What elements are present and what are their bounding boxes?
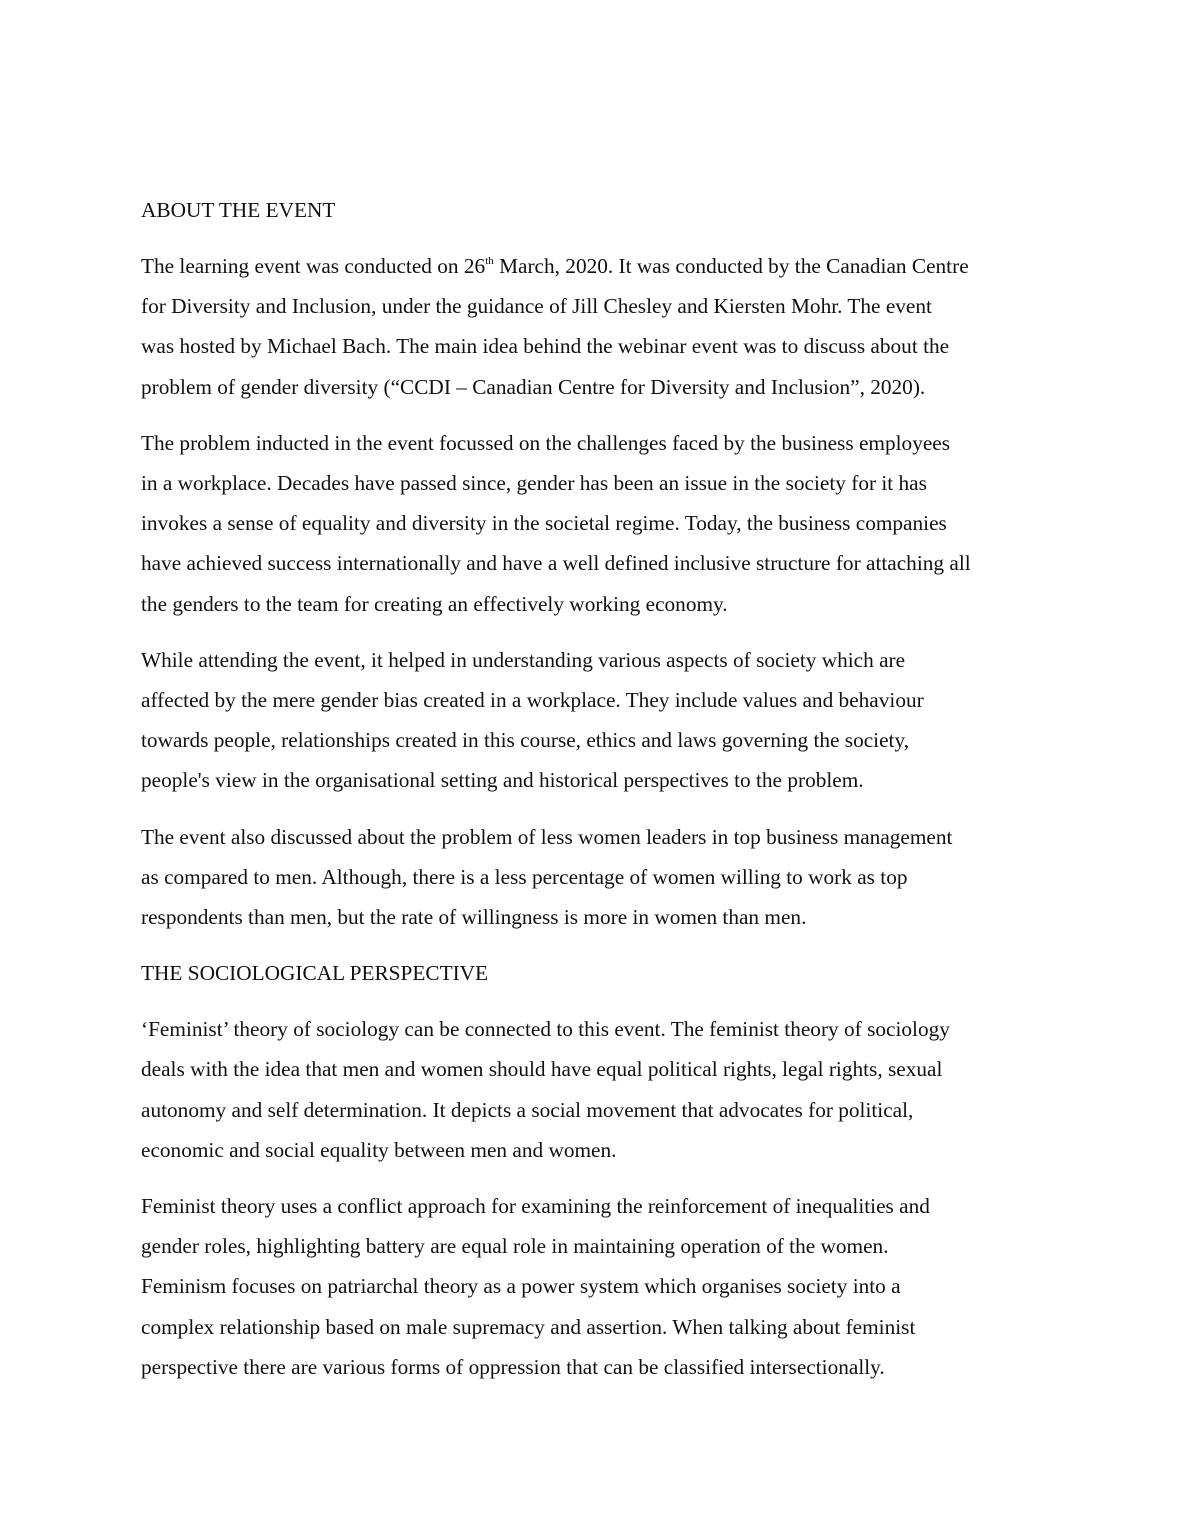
text-line: economic and social equality between men and women.	[141, 1137, 617, 1162]
document-body	[141, 190, 1056, 1403]
paragraph-event-aspects	[141, 640, 1056, 801]
text-line: as compared to men. Although, there is a less percentage of women willing to work as top	[141, 864, 908, 889]
paragraph-feminist-theory	[141, 1009, 1056, 1170]
text-line: have achieved success internationally and have a well defined inclusive structure for attaching all	[141, 551, 971, 576]
section-heading-about-event: ABOUT THE EVENT	[141, 198, 336, 222]
text-line: respondents than men, but the rate of willingness is more in women than men.	[141, 905, 807, 930]
section-heading-sociological-perspective: THE SOCIOLOGICAL PERSPECTIVE	[141, 961, 489, 986]
paragraph-event-intro	[141, 246, 1056, 407]
text-line: perspective there are various forms of oppression that can be classified intersectionally.	[141, 1354, 885, 1379]
text-line: was hosted by Michael Bach. The main idea behind the webinar event was to discuss about the	[141, 334, 950, 359]
text-line: invokes a sense of equality and diversity in the societal regime. Today, the business companies	[141, 511, 947, 536]
text-line: While attending the event, it helped in understanding various aspects of society which are	[141, 647, 906, 672]
paragraph-event-problem	[141, 423, 1056, 624]
text-line: in a workplace. Decades have passed since, gender has been an issue in the society for it has	[141, 471, 927, 496]
text-line: autonomy and self determination. It depicts a social movement that advocates for political,	[141, 1097, 914, 1122]
text-line: deals with the idea that men and women should have equal political rights, legal rights, sexual	[141, 1057, 943, 1082]
text-line: towards people, relationships created in this course, ethics and laws governing the society,	[141, 728, 910, 753]
text-line: complex relationship based on male supremacy and assertion. When talking about feminist	[141, 1314, 916, 1339]
text-fragment: The learning event was conducted on 26	[141, 254, 486, 278]
text-line: problem of gender diversity (“CCDI – Canadian Centre for Diversity and Inclusion”, 2020).	[141, 374, 926, 399]
text-line: The problem inducted in the event focussed on the challenges faced by the business employees	[141, 430, 951, 455]
text-line: Feminist theory uses a conflict approach for examining the reinforcement of inequalities and	[141, 1194, 930, 1219]
text-line: The event also discussed about the problem of less women leaders in top business management	[141, 824, 953, 849]
text-line	[141, 246, 1056, 286]
text-line: people's view in the organisational setting and historical perspectives to the problem.	[141, 768, 864, 793]
text-line: the genders to the team for creating an effectively working economy.	[141, 591, 728, 616]
text-line: gender roles, highlighting battery are equal role in maintaining operation of the women.	[141, 1234, 889, 1259]
paragraph-conflict-approach	[141, 1186, 1056, 1387]
paragraph-women-leaders	[141, 817, 1056, 938]
text-fragment: March, 2020. It was conducted by the Canadian Centre	[493, 254, 969, 278]
text-line: ‘Feminist’ theory of sociology can be connected to this event. The feminist theory of sociology	[141, 1017, 950, 1042]
text-line: Feminism focuses on patriarchal theory as a power system which organises society into a	[141, 1274, 901, 1299]
text-line: for Diversity and Inclusion, under the guidance of Jill Chesley and Kiersten Mohr. The event	[141, 294, 932, 319]
ordinal-superscript: th	[485, 255, 494, 267]
text-line: affected by the mere gender bias created in a workplace. They include values and behaviour	[141, 688, 924, 713]
